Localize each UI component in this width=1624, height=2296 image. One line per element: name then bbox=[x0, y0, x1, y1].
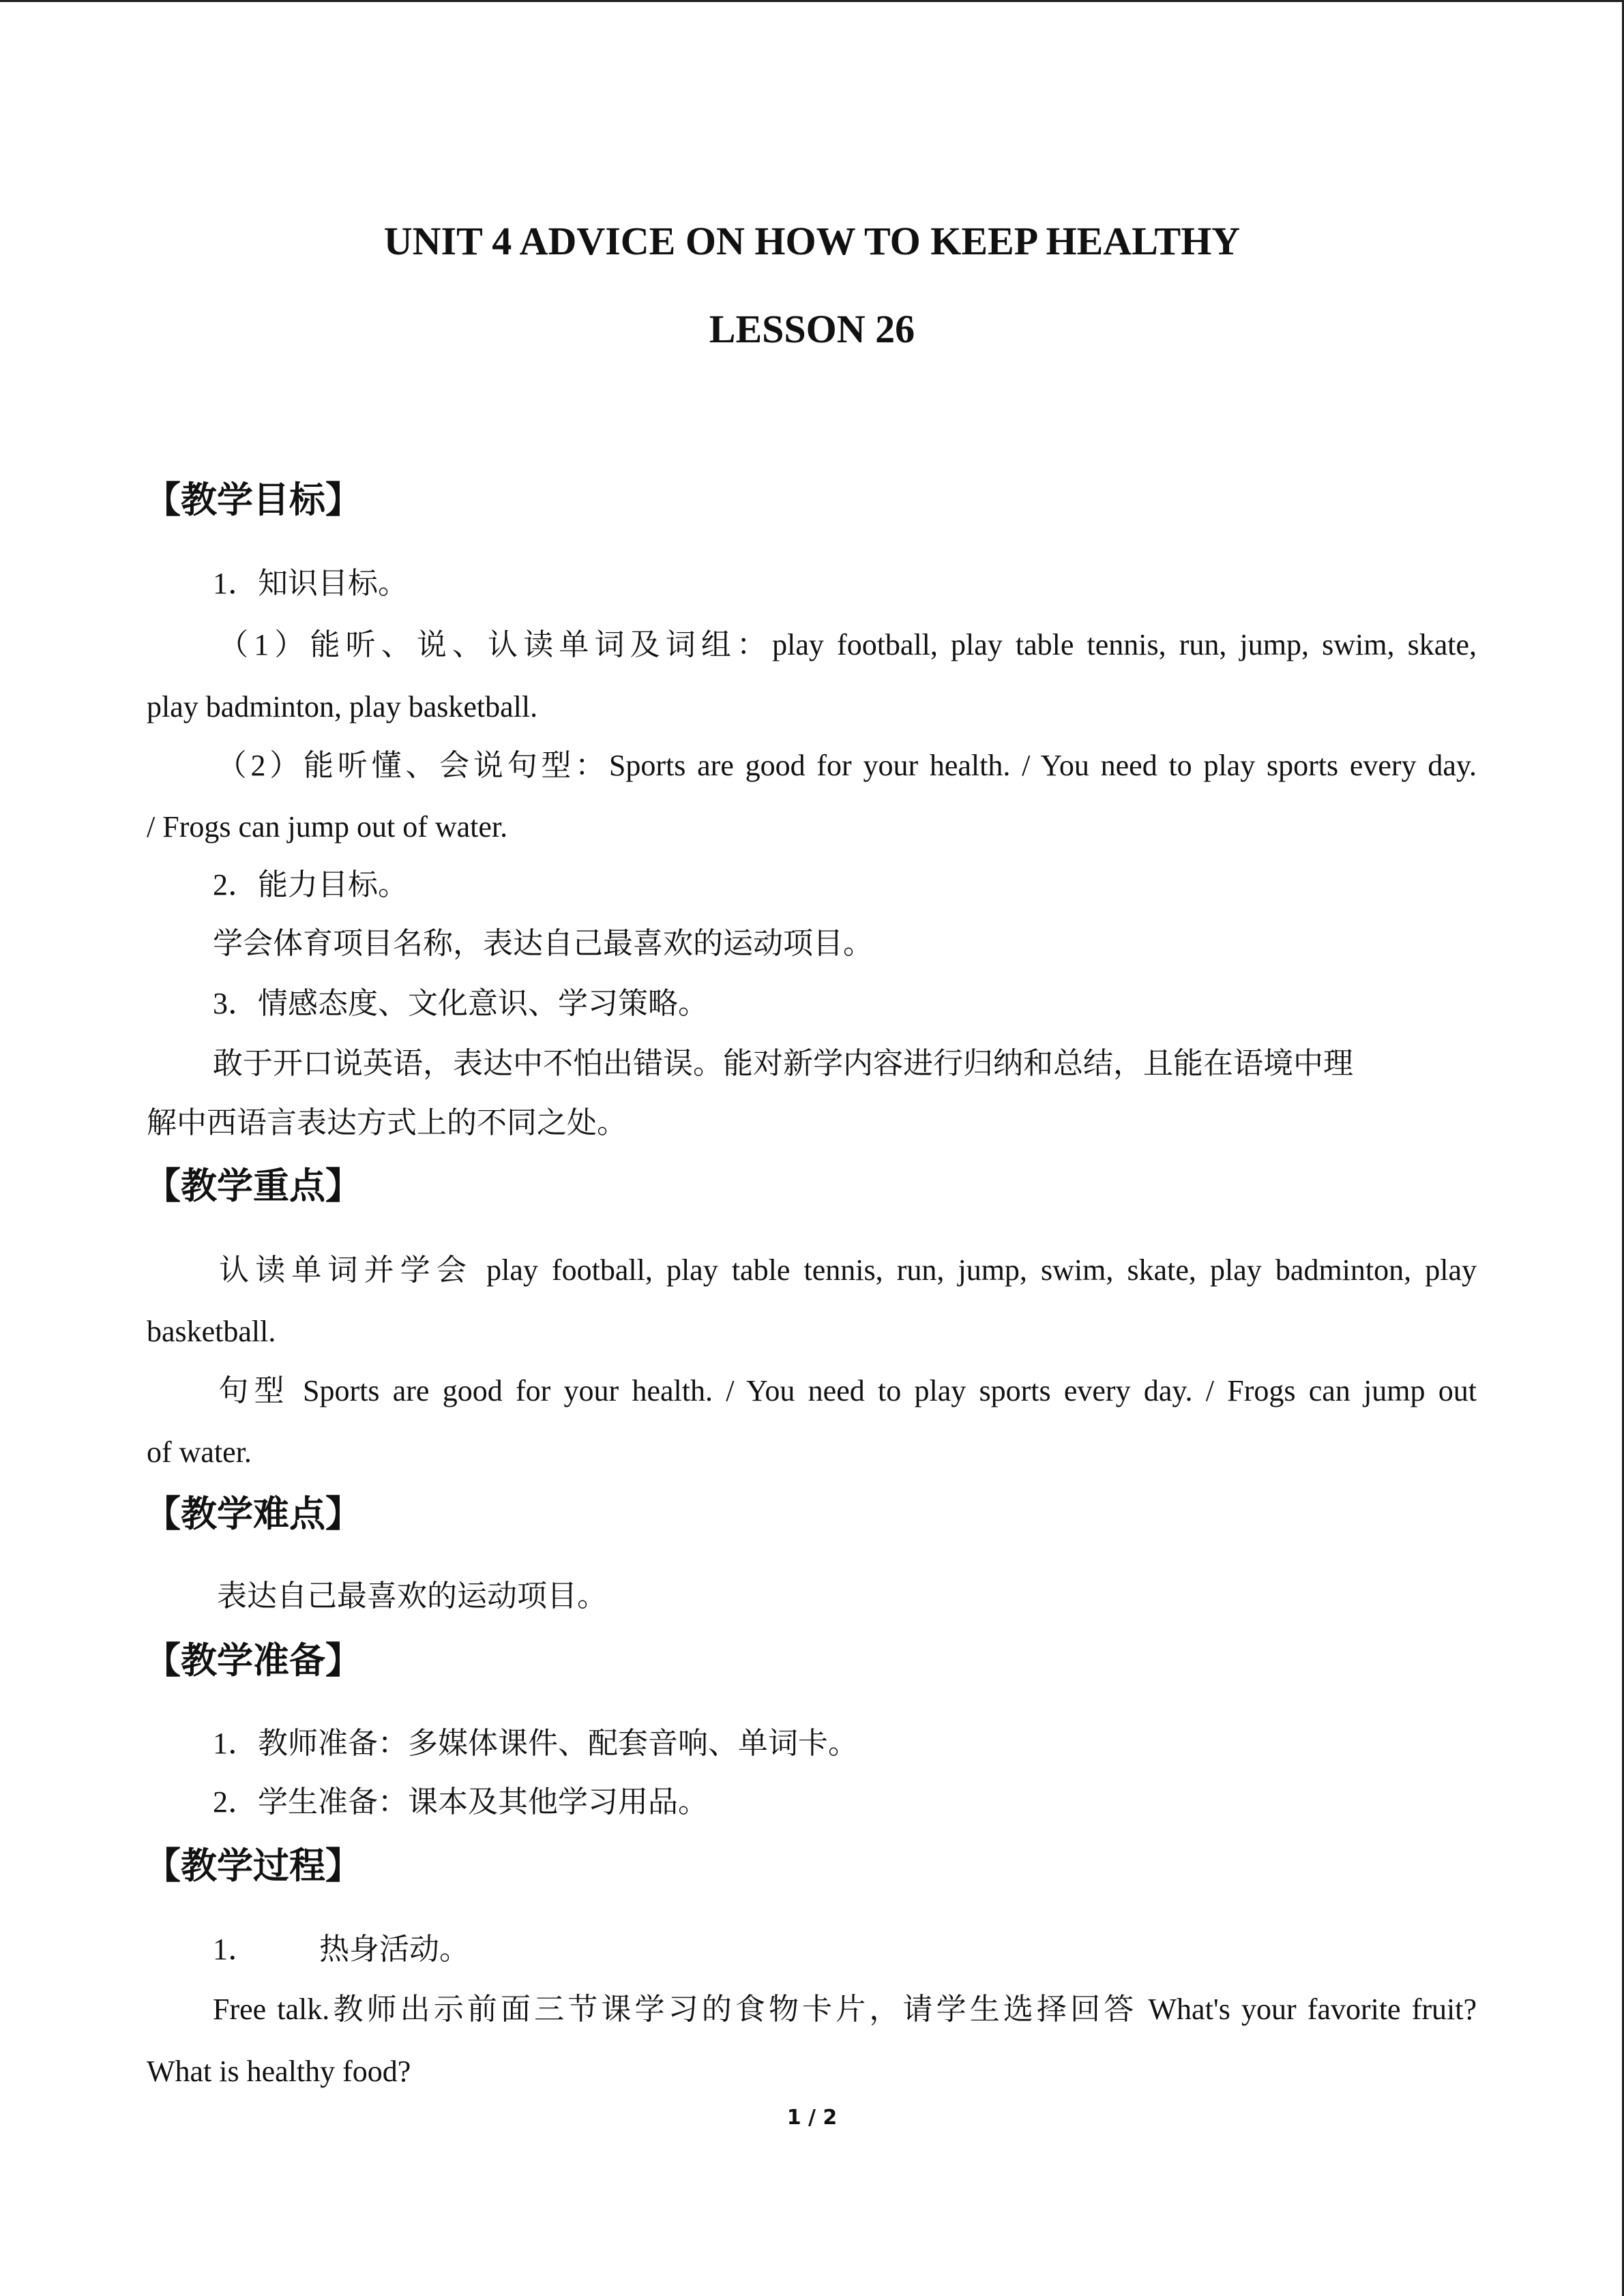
objective-item-1-sub-2: （2）能听懂、会说句型：Sports are good for your health. / You need to play sports every day. bbox=[213, 749, 1477, 782]
document-title: UNIT 4 ADVICE ON HOW TO KEEP HEALTHY bbox=[383, 219, 1241, 263]
process-step-1-title: 热身活动。 bbox=[319, 1933, 469, 1966]
process-step-1-text-cont: What is healthy food? bbox=[147, 2055, 411, 2088]
key-points-para-2-cont: of water. bbox=[147, 1435, 252, 1469]
difficulties-text: 表达自己最喜欢的运动项目。 bbox=[217, 1579, 607, 1613]
objective-item-1: 1．知识目标。 bbox=[213, 567, 408, 600]
objective-item-3-text-cont: 解中西语言表达方式上的不同之处。 bbox=[147, 1106, 627, 1139]
lesson-title: LESSON 26 bbox=[709, 307, 915, 351]
section-heading-preparation: 【教学准备】 bbox=[145, 1640, 361, 1682]
objective-item-1-sub-1-cont: play badminton, play basketball. bbox=[147, 690, 538, 724]
objective-item-2: 2．能力目标。 bbox=[213, 868, 408, 901]
page-number: 1 / 2 bbox=[786, 2106, 838, 2130]
preparation-item-2: 2．学生准备：课本及其他学习用品。 bbox=[213, 1785, 708, 1819]
objective-item-3-text: 敢于开口说英语，表达中不怕出错误。能对新学内容进行归纳和总结，且能在语境中理 bbox=[213, 1047, 1353, 1080]
section-heading-difficulties: 【教学难点】 bbox=[145, 1493, 361, 1535]
objective-item-1-sub-2-cont: / Frogs can jump out of water. bbox=[147, 810, 508, 844]
key-points-para-1-cont: basketball. bbox=[147, 1315, 276, 1348]
section-heading-key-points: 【教学重点】 bbox=[145, 1165, 361, 1207]
preparation-item-1: 1．教师准备：多媒体课件、配套音响、单词卡。 bbox=[213, 1727, 858, 1760]
objective-item-1-sub-1: （1）能听、说、认读单词及词组：play football, play table tennis, run, jump, swim, skate, bbox=[213, 628, 1477, 661]
objective-item-3: 3．情感态度、文化意识、学习策略。 bbox=[213, 987, 708, 1020]
key-points-para-1: 认读单词并学会 play football, play table tennis, run, jump, swim, skate, play badminton, play bbox=[213, 1253, 1477, 1287]
key-points-para-2: 句型 Sports are good for your health. / You need to play sports every day. / Frogs can jump out bbox=[213, 1374, 1477, 1407]
section-heading-objectives: 【教学目标】 bbox=[145, 479, 361, 521]
process-step-1-number: 1． bbox=[213, 1933, 258, 1966]
process-step-1-text: Free talk.教师出示前面三节课学习的食物卡片，请学生选择回答 What's your favorite fruit? bbox=[213, 1993, 1477, 2026]
section-heading-process: 【教学过程】 bbox=[145, 1845, 361, 1887]
objective-item-2-text: 学会体育项目名称，表达自己最喜欢的运动项目。 bbox=[213, 927, 873, 960]
